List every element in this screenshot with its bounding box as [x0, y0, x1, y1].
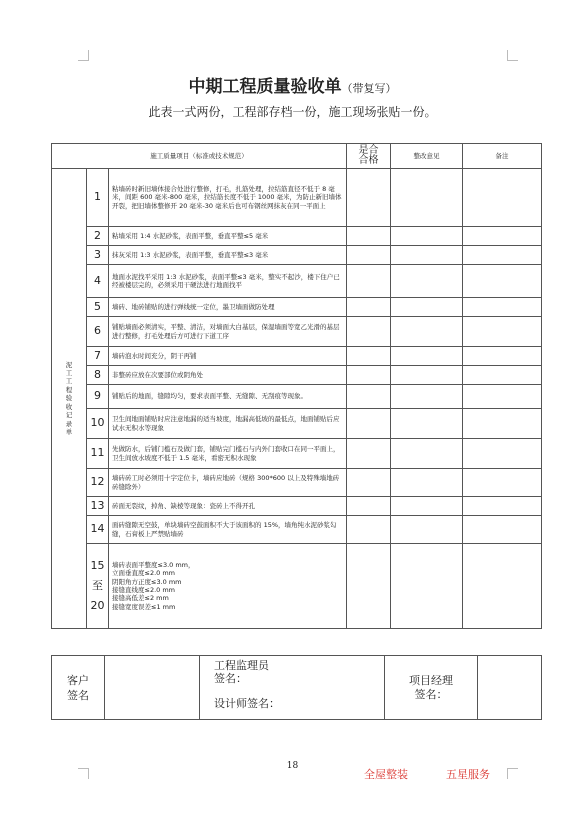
fix-cell[interactable] — [391, 246, 463, 265]
note-cell[interactable] — [463, 385, 542, 409]
pass-cell[interactable] — [347, 265, 391, 298]
fix-cell[interactable] — [391, 516, 463, 544]
slogan-right: 五星服务 — [446, 768, 490, 781]
pass-cell[interactable] — [347, 347, 391, 366]
table-row — [52, 265, 542, 298]
table-row — [52, 169, 542, 227]
header-pass: 是合 合格 — [347, 144, 391, 169]
row-number: 8 — [87, 366, 109, 385]
client-sign-box[interactable] — [105, 656, 200, 720]
header-fix: 整改意见 — [391, 144, 463, 169]
table-row — [52, 516, 542, 544]
fix-cell[interactable] — [391, 265, 463, 298]
note-cell[interactable] — [463, 347, 542, 366]
note-cell[interactable] — [463, 317, 542, 347]
table-row — [52, 298, 542, 317]
table-row — [52, 366, 542, 385]
pass-cell[interactable] — [347, 246, 391, 265]
row-number: 11 — [87, 439, 109, 469]
pass-cell[interactable] — [347, 497, 391, 516]
pass-cell[interactable] — [347, 409, 391, 439]
note-cell[interactable] — [463, 246, 542, 265]
designer-sign-label[interactable]: 设计师签名： — [200, 688, 385, 720]
table-row — [52, 227, 542, 246]
row-number: 10 — [87, 409, 109, 439]
row-requirement-text: 铺贴墙面必须清实，平整、清洁，对墙面大白基层，保湿墙面等宽乙光滑的基层进行整修，打毛处理后方可进行下道工序 — [109, 317, 347, 347]
table-row — [52, 317, 542, 347]
inspection-table — [51, 143, 542, 629]
note-cell[interactable] — [463, 516, 542, 544]
fix-cell[interactable] — [391, 366, 463, 385]
row-requirement-text: 粘墙采用 1:4 水泥砂浆，表面平整，垂直平整≤5 毫米 — [109, 227, 347, 246]
note-cell[interactable] — [463, 497, 542, 516]
row-number: 6 — [87, 317, 109, 347]
note-cell[interactable] — [463, 544, 542, 629]
corner-mark-top-left — [78, 50, 89, 61]
page-title — [0, 72, 585, 97]
note-cell[interactable] — [463, 227, 542, 246]
fix-cell[interactable] — [391, 169, 463, 227]
row-requirement-text: 粘墙砖时新旧墙体接合处进行整修，打毛，扎筋处理，拉结筋直径不低于 8 毫米，间距 600 毫米-800 毫米，拉结筋长度不低于 1000 毫米，为防止新旧墙体开裂，把旧墙体整修开 20 毫米-30 毫米后也可布钢丝网抹灰在同一平面上 — [109, 169, 347, 227]
fix-cell[interactable] — [391, 409, 463, 439]
table-row — [52, 385, 542, 409]
row-requirement-text: 砖面无裂纹，掉角、缺棱等现象：瓷砖上不得开孔 — [109, 497, 347, 516]
note-cell[interactable] — [463, 366, 542, 385]
note-cell[interactable] — [463, 169, 542, 227]
table-row — [52, 469, 542, 497]
note-cell[interactable] — [463, 265, 542, 298]
table-header-row — [52, 144, 542, 169]
row-requirement-text: 先做防水，后铺门槛石及做门套，铺贴完门槛石与内外门套收口在同一平面上，卫生间放水坡度不低于 1.5 毫米，看密无积水现象 — [109, 439, 347, 469]
fix-cell[interactable] — [391, 497, 463, 516]
header-note: 备注 — [463, 144, 542, 169]
fix-cell[interactable] — [391, 439, 463, 469]
row-requirement-text: 墙砖表面平整度≤3.0 mm， 立面垂直度≤2.0 mm 阴阳角方正度≤3.0 mm 接缝直线度≤2.0 mm 接缝高低差≤2 mm 接缝宽度误差≤1 mm — [109, 544, 347, 629]
supervisor-sign-label[interactable]: 工程监理员 签名： — [200, 656, 385, 688]
note-cell[interactable] — [463, 439, 542, 469]
row-number: 14 — [87, 516, 109, 544]
table-row — [52, 497, 542, 516]
pass-cell[interactable] — [347, 469, 391, 497]
manager-sign-label: 项目经理 签名： — [385, 656, 478, 720]
row-requirement-text: 铺贴后的地面，缝隙均匀，要求表面平整、无缝隙、无刮痕等现象。 — [109, 385, 347, 409]
pass-cell[interactable] — [347, 366, 391, 385]
header-item: 施工质量项目（标准或技术规范） — [52, 144, 347, 169]
record-side-label: 泥 工 工 程 验 收 记 录 单 — [52, 169, 87, 629]
title-text: 中期工程质量验收单 — [188, 77, 342, 97]
row-number: 5 — [87, 298, 109, 317]
row-number: 7 — [87, 347, 109, 366]
pass-cell[interactable] — [347, 516, 391, 544]
fix-cell[interactable] — [391, 385, 463, 409]
title-note: （带复写） — [341, 82, 397, 95]
row-requirement-text: 面砖缝隙无空鼓，单块墙砖空鼓面积不大于该面积的 15%，墙角纯水泥砂浆勾缝，石膏板上严禁贴墙砖 — [109, 516, 347, 544]
row-requirement-text: 抹灰采用 1:3 水泥砂浆，表面平整，垂直平整≤3 毫米 — [109, 246, 347, 265]
fix-cell[interactable] — [391, 469, 463, 497]
row-requirement-text: 墙砖泡水时间充分，阴干再铺 — [109, 347, 347, 366]
pass-cell[interactable] — [347, 385, 391, 409]
client-sign-label: 客户 签名 — [52, 656, 105, 720]
note-cell[interactable] — [463, 409, 542, 439]
row-number: 4 — [87, 265, 109, 298]
pass-cell[interactable] — [347, 317, 391, 347]
page-number: 18 — [286, 761, 299, 771]
slogan-left: 全屋整装 — [364, 768, 408, 781]
row-number: 3 — [87, 246, 109, 265]
signature-table — [51, 655, 542, 720]
row-requirement-text: 墙砖、地砖铺贴的进行弹线统一定位，墨卫墙面做防处理 — [109, 298, 347, 317]
pass-cell[interactable] — [347, 227, 391, 246]
row-requirement-text: 非整砖应放在次要部位或阴角处 — [109, 366, 347, 385]
table-row — [52, 439, 542, 469]
note-cell[interactable] — [463, 298, 542, 317]
fix-cell[interactable] — [391, 347, 463, 366]
table-row — [52, 246, 542, 265]
fix-cell[interactable] — [391, 317, 463, 347]
fix-cell[interactable] — [391, 544, 463, 629]
row-number: 2 — [87, 227, 109, 246]
row-requirement-text: 墙砖砖工时必须用十字定位卡，墙砖应地砖（规格 300*600 以上及特殊墙地砖砖缝除外） — [109, 469, 347, 497]
row-number: 15 至 20 — [87, 544, 109, 629]
pass-cell[interactable] — [347, 439, 391, 469]
fix-cell[interactable] — [391, 298, 463, 317]
note-cell[interactable] — [463, 469, 542, 497]
table-row — [52, 409, 542, 439]
row-requirement-text: 地面水泥找平采用 1:3 水泥砂浆，表面平整≤3 毫米，整实不起沙，楼下住户已经被楼层完的，必须采用干硬法进行地面找平 — [109, 265, 347, 298]
page-subtitle: 此表一式两份，工程部存档一份，施工现场张贴一份。 — [148, 105, 437, 119]
corner-mark-top-right — [507, 50, 518, 61]
table-row — [52, 347, 542, 366]
fix-cell[interactable] — [391, 227, 463, 246]
row-number: 9 — [87, 385, 109, 409]
table-row — [52, 544, 542, 629]
pass-cell[interactable] — [347, 544, 391, 629]
pass-cell[interactable] — [347, 169, 391, 227]
row-number: 1 — [87, 169, 109, 227]
row-requirement-text: 卫生间地面铺贴时应注意地漏的适当坡度，地漏高低坡的最低点，地面铺贴后应试水无积水等现象 — [109, 409, 347, 439]
row-number: 13 — [87, 497, 109, 516]
row-number: 12 — [87, 469, 109, 497]
pass-cell[interactable] — [347, 298, 391, 317]
manager-sign-box[interactable] — [478, 656, 542, 720]
